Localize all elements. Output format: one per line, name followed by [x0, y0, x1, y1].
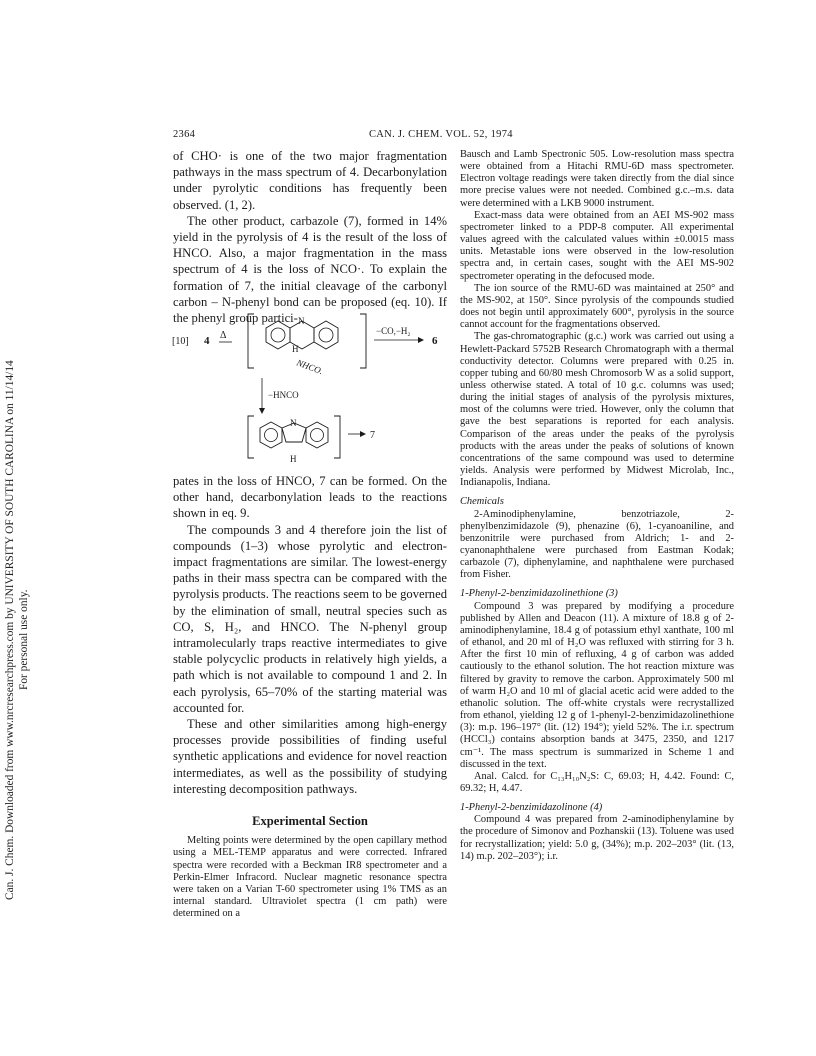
nhco-label: NHCO. — [295, 357, 325, 377]
benzene-ring-left — [266, 321, 290, 349]
journal-header: CAN. J. CHEM. VOL. 52, 1974 — [369, 129, 513, 140]
personal-use-text: For personal use only. — [18, 589, 30, 690]
download-notice-line1: Can. J. Chem. Downloaded from www.nrcresearchpress.com by UNIVERSITY OF SOUTH CAROLINA on 11/14/14 — [4, 360, 16, 900]
reaction-scheme-10 — [170, 308, 450, 468]
left-paragraph-1: of CHO· is one of the two major fragmentation pathways in the mass spectrum of 4. Decarbonylation under pyrolytic conditions has frequently been observed. (1, 2). — [173, 149, 447, 212]
product-6: 6 — [432, 335, 438, 347]
heading-compound-4: 1-Phenyl-2-benzimidazolinone (4) — [460, 802, 603, 814]
right-paragraph-4: The gas-chromatographic (g.c.) work was carried out using a Hewlett-Packard 5752B Research Chromatograph with a thermal conductivity detector. Columns were prepared with 0.25 in. copper tubing and 60/80 mesh Chromosorb W as a solid support, unless otherwise stated. A total of 10 g.c. columns was used; during the initial stages of analysis of the pyrolysis mixtures, most of the columns were tried. However, only the column that gave the best separations is reported for each analysis. Comparison of the areas under the peaks of the pyrolysis products with the areas under the peaks of solutions of known concentrations of the same compound was used to determine yields. Analysis were performed by Midwest Microlab, Inc., Indianapolis, Indiana. — [460, 331, 734, 489]
download-notice — [4, 360, 16, 900]
right-paragraph-6: Compound 3 was prepared by modifying a procedure published by Allen and Deacon (11). A mixture of 18.8 g of 2-aminodiphenylamine, 18.4 g of potassium ethyl xanthate, 100 ml of ethanol, and 20 ml of H₂O was refluxed with stirring for 3 h. After the first 10 min of refluxing, 4 g of carbon was added cautiously to the ethanol solution. The hot reaction mixture was filtered by gravity to remove the carbon. Approximately 500 ml of warm H₂O and 10 ml of glacial acetic acid were added to the ethanolic solution. The off-white crystals were recrystallized from ethanol, yielding 12 g of 1-phenyl-2-benzimidazolinethione (3): m.p. 196–197° (lit. (12) 194°); yield 52%. The i.r. spectrum (HCCl₃) contains absorption bands at 3475, 2350, and 1217 cm⁻¹. The mass spectrum is summarized in Scheme 1 and discussed in the text. — [460, 600, 734, 770]
right-paragraph-8: Compound 4 was prepared from 2-aminodiphenylamine by the procedure of Simonov and Pozhanskii (13). Toluene was used for recrystallization; yield: 5.0 g, (34%); m.p. 202–203° (lit. (13, 14) m.p. 202–203°); i.r. — [460, 814, 734, 862]
n-atom-1: N — [298, 316, 305, 326]
carbazole-ring-left — [260, 422, 282, 448]
left-paragraph-6: Melting points were determined by the open capillary method using a MEL-TEMP apparatus and were corrected. Infrared spectra were recorded with a Beckman IR8 spectrometer and a Perkin-Elmer Infracord. Nuclear magnetic resonance spectra were taken on a Varian T-60 spectrometer using 1% TMS as an internal standard. Ultraviolet spectra (1 cm path) were determined on a — [173, 835, 447, 920]
right-paragraph-2: Exact-mass data were obtained from an AEI MS-902 mass spectrometer linked to a PDP-8 computer. All experimental values agreed with the calculated values within ±0.0015 mass units. Metastable ions were observed in the low-resolution spectra and, in certain cases, sought with the AEI MS-902 spectrometer operating in the defocused mode. — [460, 209, 734, 282]
personal-use-notice — [18, 590, 30, 691]
heading-chemicals: Chemicals — [460, 496, 504, 508]
left-paragraph-3: pates in the loss of HNCO, 7 can be formed. On the other hand, decarbonylation leads to the reactions shown in eq. 9. — [173, 474, 447, 521]
benzene-ring-right — [314, 321, 338, 349]
right-column — [460, 149, 734, 863]
h-atom-1: H — [292, 344, 299, 354]
page-number: 2364 — [173, 129, 196, 140]
right-paragraph-1: Bausch and Lamb Spectronic 505. Low-resolution mass spectra were obtained from a Hitachi RMU-6D mass spectrometer. Electron voltage readings were taken directly from the dial since more precise values were not needed. Combined g.c.–m.s. data were determined with a LKB 9000 instrument. — [460, 149, 734, 209]
delta-symbol: Δ — [220, 330, 227, 341]
right-paragraph-3: The ion source of the RMU-6D was maintained at 250° and the MS-902, at 150°. Since pyrolysis of the compounds studied does not begin until approximately 600°, pyrolysis in the source cannot account for the fragmentations observed. — [460, 282, 734, 331]
eq-label: [10] — [172, 336, 189, 347]
left-column-top — [173, 148, 447, 326]
n-atom-2: N — [290, 418, 297, 428]
reactant-number: 4 — [204, 335, 210, 347]
right-paragraph-5: 2-Aminodiphenylamine, benzotriazole, 2-phenylbenzimidazole (9), phenazine (6), 1-cyanoaniline, and benzonitrile were purchased from Aldrich; 1- and 2-cyanonaphthalene were purchased from Eastman Kodak; carbazole (7), diphenylamine, and naphthalene were purchased from Fisher. — [460, 508, 734, 581]
arrow2-label: −HNCO — [268, 390, 299, 400]
left-paragraph-2: The other product, carbazole (7), formed in 14% yield in the pyrolysis of 4 is the result of the loss of HNCO. Also, a major fragmentation in the mass spectrum of 4 is the loss of NCO·. To explain the formation of 7, the initial cleavage of the carbonyl carbon – N-phenyl bond can be proposed (eq. 10). If the phenyl group partici- — [173, 213, 447, 326]
arrow1-label: −CO,−H₂ — [376, 326, 411, 336]
carbazole-ring-right — [306, 422, 328, 448]
product-7: 7 — [370, 430, 375, 441]
left-paragraph-4: The compounds 3 and 4 therefore join the list of compounds (1–3) whose pyrolytic and electron-impact fragmentations are similar. The lowest-energy paths in their mass spectra can be compared with the pyrolysis products. The reactions seem to be governed by the elimination of small, neutral species such as CO, S, H₂, and HNCO. The N-phenyl group intramolecularly traps reactive intermediates to give stable polycyclic products in relatively high yields, a path which is not available to compound 1 and 2. In each pyrolysis, 65–70% of the starting material was accounted for. — [173, 522, 447, 715]
left-paragraph-5: These and other similarities among high-energy processes provide possibilities of finding useful synthetic applications and evidence for novel reaction intermediates, as well as the possibility of studying interesting decomposition pathways. — [173, 717, 447, 796]
right-paragraph-7: Anal. Calcd. for C₁₃H₁₀N₂S: C, 69.03; H, 4.42. Found: C, 69.32; H, 4.47. — [460, 770, 734, 794]
right-bracket — [360, 314, 366, 368]
left-bracket — [248, 314, 254, 368]
section-title: Experimental Section — [252, 814, 368, 829]
heading-compound-3: 1-Phenyl-2-benzimidazolinethione (3) — [460, 588, 618, 600]
left-column-bottom — [173, 473, 447, 920]
h-atom-2: H — [290, 454, 297, 464]
